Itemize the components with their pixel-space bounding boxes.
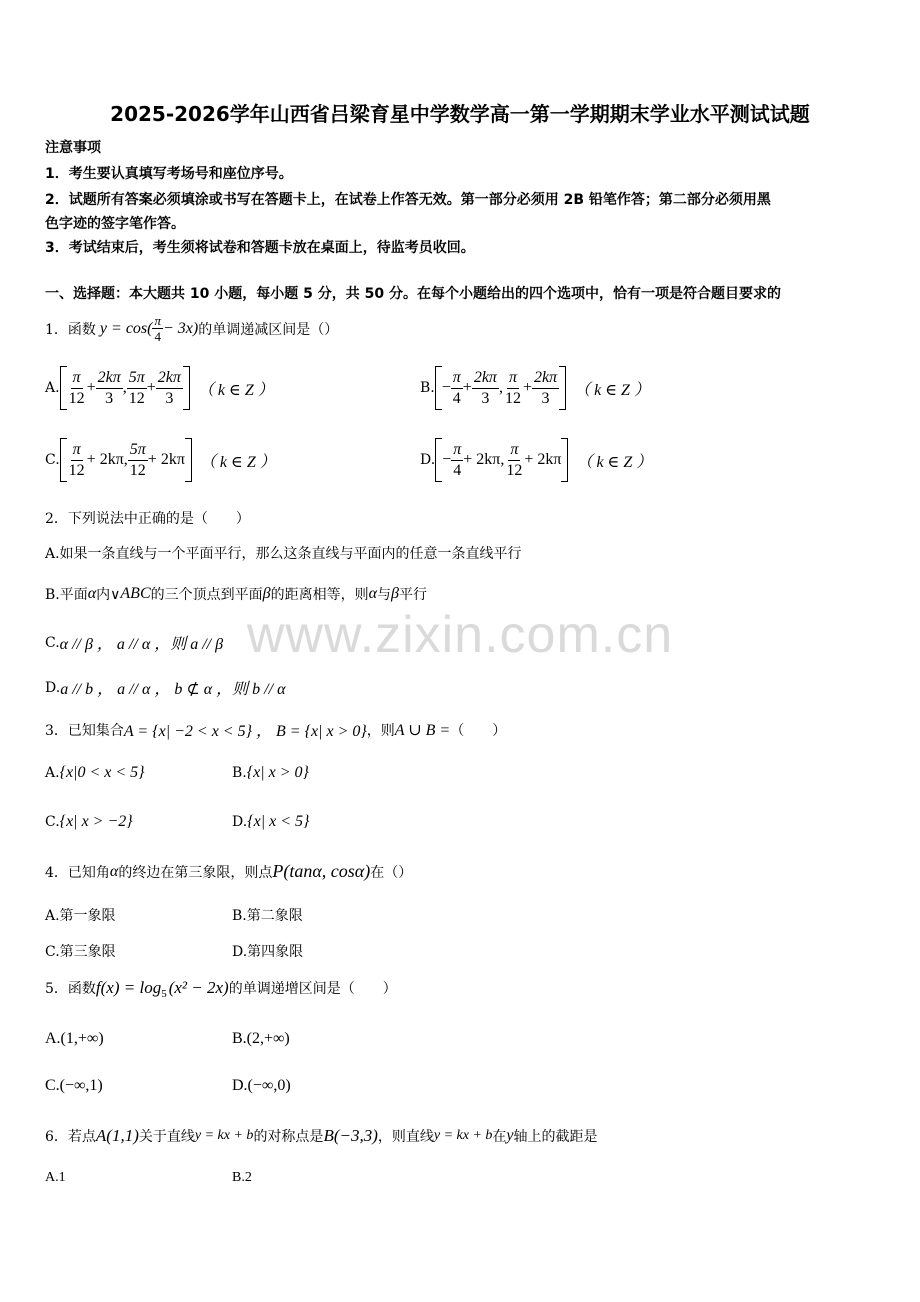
note-item-3: 3．考试结束后，考生须将试卷和答题卡放在桌面上，待监考员收回。 xyxy=(45,240,475,256)
question-1-func: y = cos( xyxy=(99,319,153,337)
question-3-option-c[interactable]: C. {x| x > −2} xyxy=(45,813,133,830)
question-5-option-d[interactable]: D.(−∞,0) xyxy=(232,1077,291,1094)
question-1-option-b[interactable]: B. − $\frac{\pi}{4}$ + $\frac{2k\pi}{3}$ , $\frac{\pi}{12}$ + $\frac{2k\pi}{3}$ （ k ∈ Z ） xyxy=(420,366,650,410)
question-3-option-d[interactable]: D. {x| x < 5} xyxy=(232,813,310,830)
question-6-option-a[interactable]: A.1 xyxy=(45,1170,66,1185)
question-1-option-c-cond: （ k ∈ Z ） xyxy=(199,453,276,471)
notes-heading: 注意事项 xyxy=(45,140,101,156)
question-1-fraction: $\frac{\pi}{4}$ xyxy=(154,313,161,344)
note-item-2-cont: 色字迹的签字笔作答。 xyxy=(45,216,185,232)
question-1-number: 1．函数 xyxy=(45,321,96,338)
question-3-option-b[interactable]: B. {x| x > 0} xyxy=(232,764,309,781)
question-4-option-c[interactable]: C.第三象限 xyxy=(45,944,116,960)
question-3-option-a[interactable]: A. {x|0 < x < 5} xyxy=(45,764,145,781)
question-1-option-a[interactable]: A. $\frac{\pi}{12}$ + $\frac{2k\pi}{3}$ , $\frac{5\pi}{12}$ + $\frac{2k\pi}{3}$ （ k ∈ Z ） xyxy=(45,366,274,410)
question-2-stem: 2．下列说法中正确的是（ ） xyxy=(45,511,250,527)
question-4-stem: 4．已知角 α 的终边在第三象限，则点 P(tanα, cosα) 在（） xyxy=(45,861,413,881)
question-5-option-b[interactable]: B.(2,+∞) xyxy=(232,1030,290,1047)
question-6-option-b[interactable]: B.2 xyxy=(232,1170,252,1185)
question-4-option-b[interactable]: B.第二象限 xyxy=(232,908,303,924)
question-5-option-a[interactable]: A.(1,+∞) xyxy=(45,1030,104,1047)
question-1-option-b-cond: （ k ∈ Z ） xyxy=(574,381,650,399)
question-1-option-c[interactable]: C. $\frac{\pi}{12}$ + 2kπ, $\frac{5\pi}{12}$ + 2kπ （ k ∈ Z ） xyxy=(45,438,276,482)
question-4-option-d[interactable]: D.第四象限 xyxy=(232,944,304,960)
question-1-func-tail: − 3x) xyxy=(163,319,199,337)
watermark: www.zixin.com.cn xyxy=(246,606,674,664)
page-title: 2025-2026学年山西省吕梁育星中学数学高一第一学期期末学业水平测试试题 xyxy=(110,102,810,126)
question-2-option-a[interactable]: A.如果一条直线与一个平面平行，那么这条直线与平面内的任意一条直线平行 xyxy=(45,546,522,562)
question-1-option-a-cond: （ k ∈ Z ） xyxy=(197,381,274,399)
note-item-2: 2．试题所有答案必须填涂或书写在答题卡上，在试卷上作答无效。第一部分必须用 2B 铅笔作答；第二部分必须用黑 xyxy=(45,192,771,208)
question-1-option-d[interactable]: D. − $\frac{\pi}{4}$ + 2kπ, $\frac{\pi}{12}$ + 2kπ （ k ∈ Z ） xyxy=(420,438,652,482)
note-item-1: 1．考生要认真填写考场号和座位序号。 xyxy=(45,166,293,182)
question-3-stem: 3．已知集合 A = {x| −2 < x < 5} ， B = {x| x > 0} ，则 A ∪ B = （ ） xyxy=(45,721,507,740)
question-5-option-c[interactable]: C.(−∞,1) xyxy=(45,1077,103,1094)
question-6-stem: 6．若点 A(1,1) 关于直线 y = kx + b 的对称点是 B(−3,3) ，则直线 y = kx + b 在 y 轴上的截距是 xyxy=(45,1126,598,1145)
question-1-option-d-cond: （ k ∈ Z ） xyxy=(576,453,653,471)
question-1-stem: 的单调递减区间是（） xyxy=(198,321,339,338)
question-2-option-c[interactable]: C. α // β ， a // α ，则 a // β xyxy=(45,634,224,653)
section-heading: 一、选择题：本大题共 10 小题，每小题 5 分，共 50 分。在每个小题给出的四个选项中，恰有一项是符合题目要求的 xyxy=(45,286,781,302)
question-5-stem: 5．函数 f(x) = log 5 (x² − 2x) 的单调递增区间是（ ） xyxy=(45,978,397,1000)
question-4-option-a[interactable]: A.第一象限 xyxy=(45,908,116,924)
question-2-option-d[interactable]: D. a // b ， a // α ， b ⊄ α ，则 b // α xyxy=(45,679,286,698)
question-1 xyxy=(45,313,338,344)
question-2-option-b[interactable]: B.平面 α 内∨ ABC 的三个顶点到平面 β 的距离相等，则 α 与 β 平行 xyxy=(45,585,427,603)
